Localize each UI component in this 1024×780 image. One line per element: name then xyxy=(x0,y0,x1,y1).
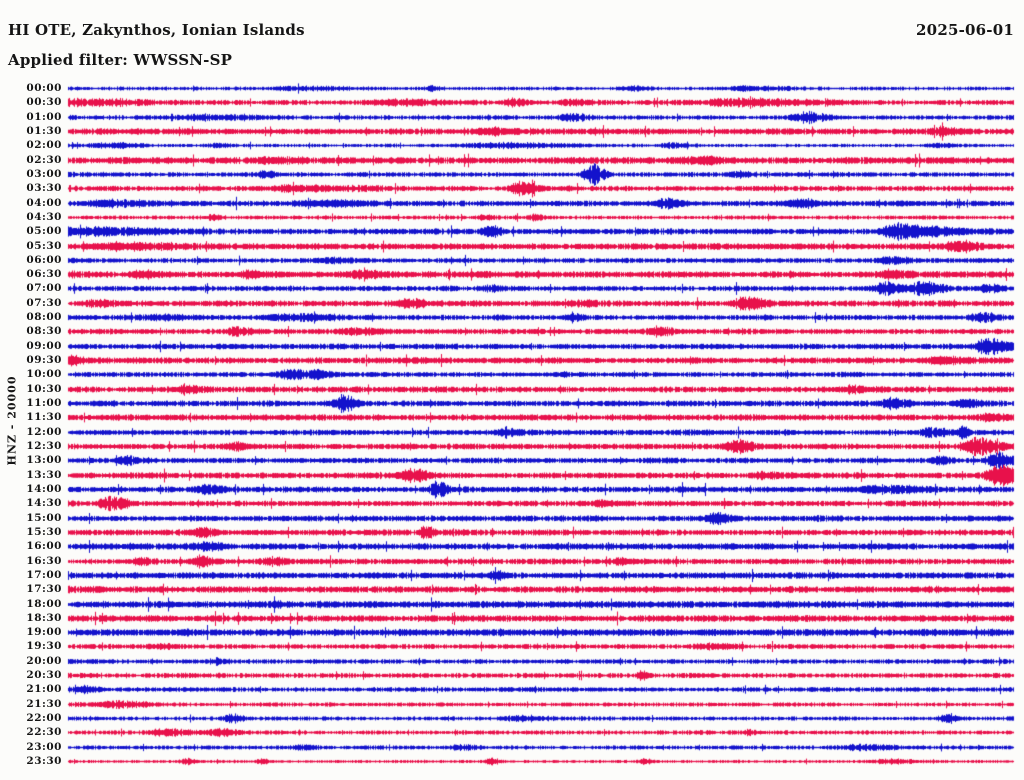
time-label: 01:30 xyxy=(26,124,62,137)
time-label: 14:00 xyxy=(26,482,62,495)
time-label: 00:00 xyxy=(26,81,62,94)
time-label: 07:00 xyxy=(26,282,62,295)
time-label: 02:30 xyxy=(26,153,62,166)
time-label: 12:30 xyxy=(26,439,62,452)
time-label: 13:00 xyxy=(26,454,62,467)
channel-scale-label: HNZ - 20000 xyxy=(5,375,19,466)
time-label: 13:30 xyxy=(26,468,62,481)
time-label: 14:30 xyxy=(26,497,62,510)
time-label: 08:00 xyxy=(26,310,62,323)
time-label: 18:30 xyxy=(26,611,62,624)
filter-label: Applied filter: WWSSN-SP xyxy=(8,51,233,69)
plot-date: 2025-06-01 xyxy=(916,21,1014,39)
time-label: 12:00 xyxy=(26,425,62,438)
time-label: 06:00 xyxy=(26,253,62,266)
time-label: 15:30 xyxy=(26,525,62,538)
time-label: 04:00 xyxy=(26,196,62,209)
time-label: 23:00 xyxy=(26,740,62,753)
time-label: 10:30 xyxy=(26,382,62,395)
time-label: 19:00 xyxy=(26,625,62,638)
time-label: 06:30 xyxy=(26,267,62,280)
time-label: 16:30 xyxy=(26,554,62,567)
time-label: 01:00 xyxy=(26,110,62,123)
time-label: 20:30 xyxy=(26,668,62,681)
time-label: 11:00 xyxy=(26,396,62,409)
time-label: 17:30 xyxy=(26,582,62,595)
time-label: 09:00 xyxy=(26,339,62,352)
time-label: 20:00 xyxy=(26,654,62,667)
time-label: 15:00 xyxy=(26,511,62,524)
time-label: 04:30 xyxy=(26,210,62,223)
time-label: 23:30 xyxy=(26,754,62,767)
time-label: 21:00 xyxy=(26,683,62,696)
time-label: 22:30 xyxy=(26,726,62,739)
time-label: 17:00 xyxy=(26,568,62,581)
station-title: HI OTE, Zakynthos, Ionian Islands xyxy=(8,21,305,39)
time-label: 22:00 xyxy=(26,711,62,724)
time-label: 07:30 xyxy=(26,296,62,309)
time-label: 08:30 xyxy=(26,325,62,338)
time-label: 03:30 xyxy=(26,181,62,194)
time-label: 09:30 xyxy=(26,353,62,366)
time-label: 03:00 xyxy=(26,167,62,180)
time-label: 16:00 xyxy=(26,539,62,552)
time-label: 18:00 xyxy=(26,597,62,610)
time-label: 10:00 xyxy=(26,368,62,381)
time-label: 11:30 xyxy=(26,411,62,424)
time-label: 00:30 xyxy=(26,96,62,109)
time-label: 02:00 xyxy=(26,139,62,152)
time-axis xyxy=(0,0,64,780)
time-label: 05:00 xyxy=(26,224,62,237)
time-label: 21:30 xyxy=(26,697,62,710)
time-label: 19:30 xyxy=(26,640,62,653)
time-label: 05:30 xyxy=(26,239,62,252)
